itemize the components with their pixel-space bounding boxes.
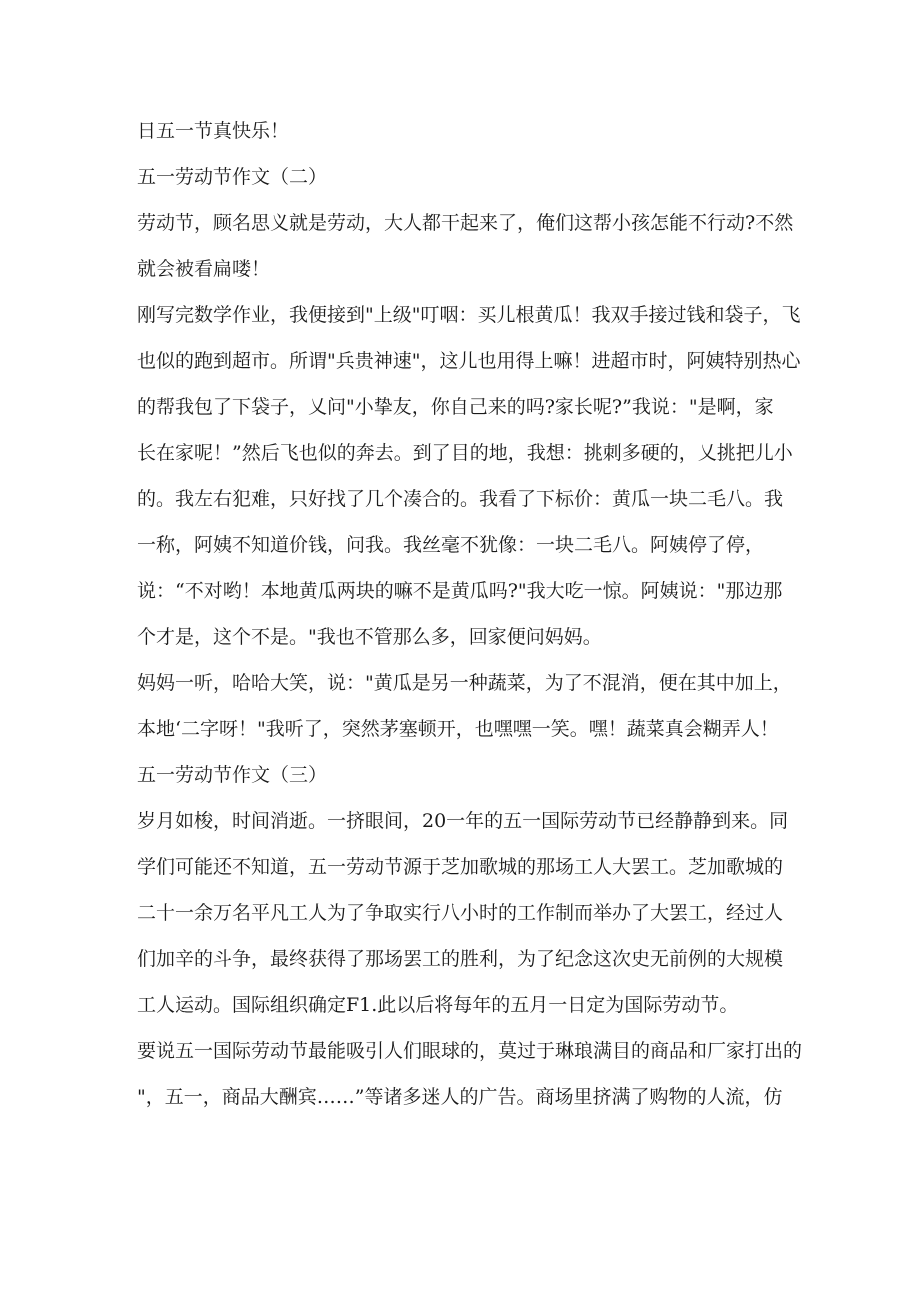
text-line: 一称，阿姨不知道价钱，问我。我丝毫不犹像：一块二毛八。阿姨停了停， xyxy=(137,534,765,556)
section-heading: 五一劳动节作文（二） xyxy=(137,166,328,188)
text-line: 长在家呢！”然后飞也似的奔去。到了目的地，我想：挑刺多硬的，乂挑把儿小 xyxy=(137,442,793,464)
text-line: "，五一，商品大酬宾……”等诸多迷人的广告。商场里挤满了购物的人流，仿 xyxy=(137,1086,783,1108)
text-line: 学们可能还不知道，五一劳动节源于芝加歌城的那场工人大罢工。芝加歌城的 xyxy=(137,856,784,878)
text-line: 的帮我包了下袋子，乂问"小挚友，你自己来的吗?家长呢?”我说："是啊，家 xyxy=(137,396,774,418)
text-line: 岁月如梭，时间消逝。一挤眼间，20一年的五一国际劳动节已经静静到来。同 xyxy=(137,810,789,832)
text-line: 也似的跑到超市。所谓"兵贵神速"，这儿也用得上嘛！进超市时，阿姨特别热心 xyxy=(137,350,801,372)
text-line: 的。我左右犯难，只好找了几个凑合的。我看了下标价：黄瓜一块二毛八。我 xyxy=(137,488,784,510)
text-line: 刚写完数学作业，我便接到"上级"叮咽：买儿根黄瓜！我双手接过钱和袋子，飞 xyxy=(137,304,801,326)
text-line: 工人运动。国际组织确定F1.此以后将每年的五月一日定为国际劳动节。 xyxy=(137,994,739,1016)
text-line: 说：“不对哟！本地黄瓜两块的嘛不是黄瓜吗?"我大吃一惊。阿姨说："那边那 xyxy=(137,580,783,602)
text-line: 妈妈一听，哈哈大笑，说："黄瓜是另一种蔬菜，为了不混消，便在其中加上， xyxy=(137,672,792,694)
text-line: 劳动节，顾名思义就是劳动，大人都干起来了，俺们这帮小孩怎能不行动?不然 xyxy=(137,212,794,234)
text-line: 就会被看扁喽！ xyxy=(137,258,271,280)
document-body xyxy=(137,108,803,1120)
text-line: 本地‘二字呀！"我听了，突然茅塞顿开，也嘿嘿一笑。嘿！蔬菜真会糊弄人！ xyxy=(137,718,779,740)
text-line: 二十一余万名平凡工人为了争取实行八小时的工作制而举办了大罢工，经过人 xyxy=(137,902,784,924)
text-line: 们加辛的斗争，最终获得了那场罢工的胜利，为了纪念这次史无前例的大规模 xyxy=(137,948,784,970)
text-line: 日五一节真快乐！ xyxy=(137,120,290,142)
section-heading: 五一劳动节作文（三） xyxy=(137,764,328,786)
text-line: 个才是，这个不是。"我也不管那么多，回家便问妈妈。 xyxy=(137,626,602,648)
text-line: 要说五一国际劳动节最能吸引人们眼球的，莫过于琳琅满目的商品和厂家打出的 xyxy=(137,1040,803,1062)
